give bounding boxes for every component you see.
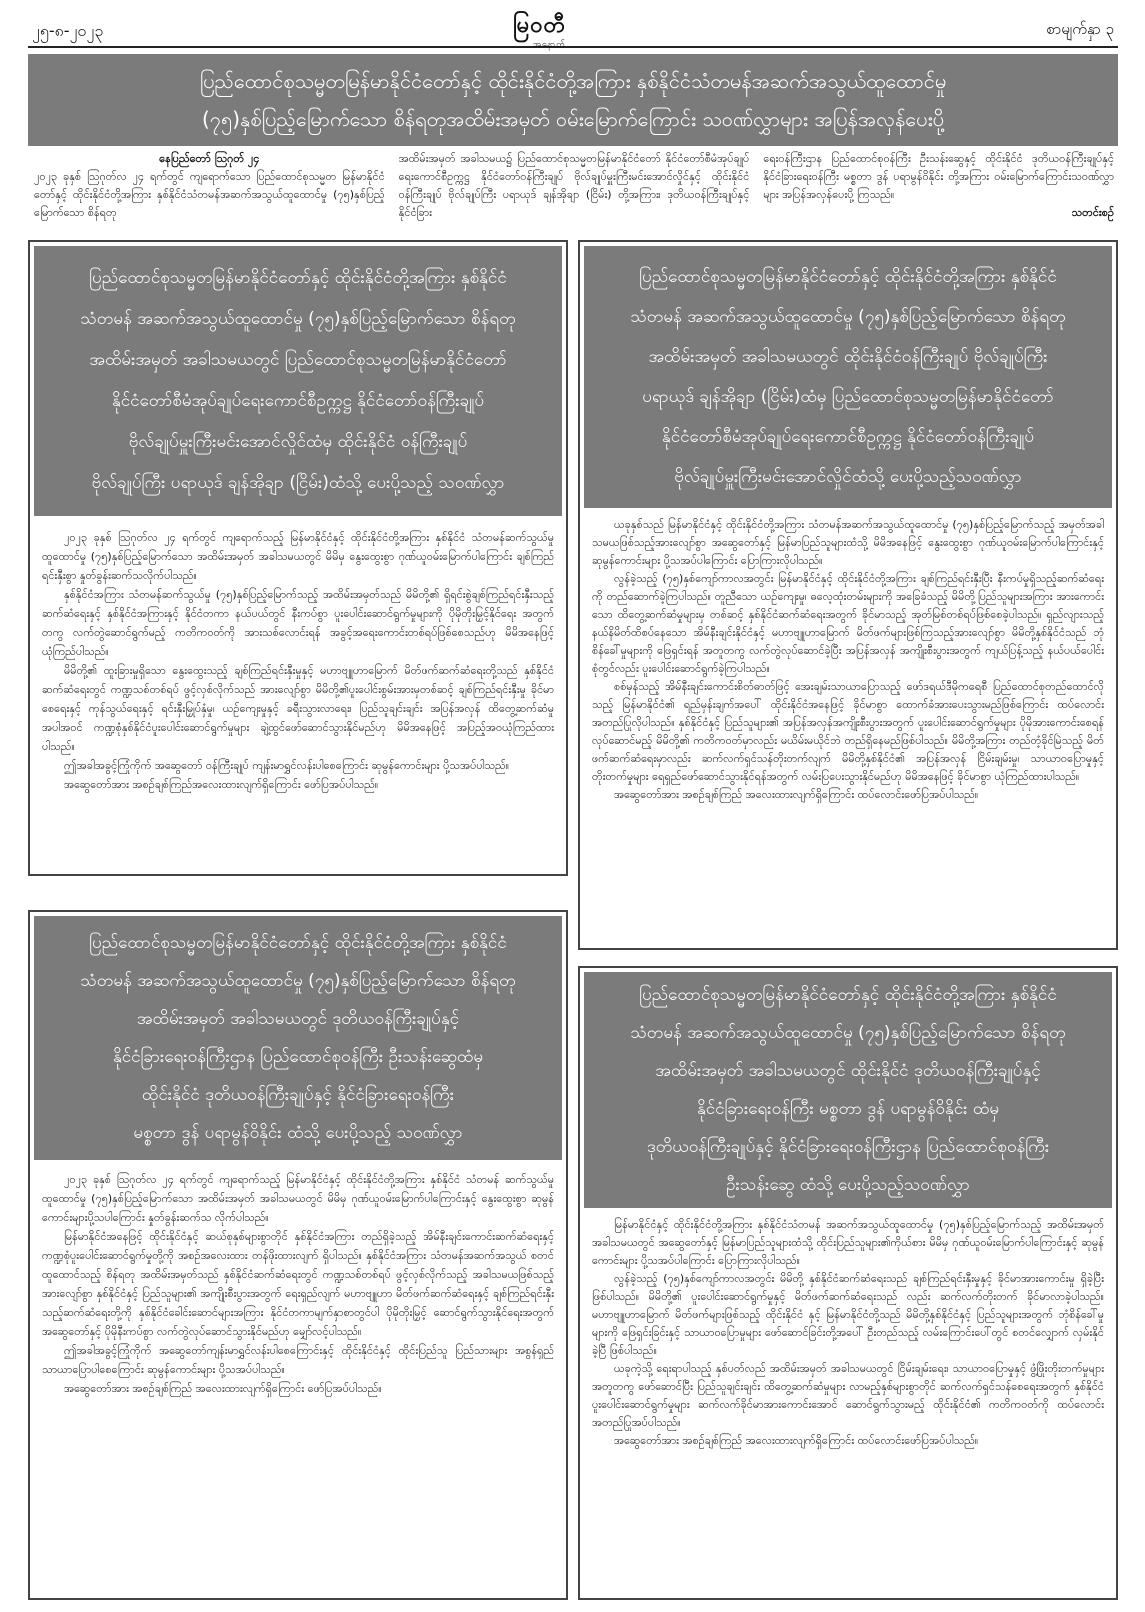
- headline-line: ထိုင်းနိုင်ငံ ဒုတိယဝန်ကြီးချုပ်နှင့် နိုင်ငံခြားရေးဝန်ကြီး: [141, 1085, 455, 1105]
- headline-line: နိုင်ငံခြားရေးဝန်ကြီး မစ္စတာ ဒွန် ပရာမွန်ဝိနိုင်း ထံမှ: [696, 1099, 1000, 1119]
- paragraph: ယခုနှစ်သည် မြန်မာနိုင်ငံနှင့် ထိုင်းနိုင်ငံတို့အကြား သံတမန်အဆက်အသွယ်ထူထောင်မှု (၇၅)နှစ်ပြည့်မြောက်သည့် အမှတ်အခါသမယဖြစ်သည့်အားလျော်စွာ အဆွေတော်နှင့် မြန်မာပြည်သူများထံသို့ မိမိအနေဖြင့် နွေးထွေးစွာ ဂုဏ်ယူဝမ်းမြောက်ပါကြောင်းနှင့် ဆုမွန်ကောင်းများ ပို့သအပ်ပါကြောင်း ပြောကြားလိုပါသည်။: [592, 518, 1104, 567]
- column-text: ၂၀၂၃ ခုနှစ် ဩဂုတ်လ ၂၄ ရက်တွင် ကျရောက်သော ပြည်ထောင်စုသမ္မတ မြန်မာနိုင်ငံတော်နှင့် ထိုင်းနိုင်ငံတို့အကြား နှစ်နိုင်ငံသံတမန်အဆက်အသွယ်ထူထောင်မှု (၇၅)နှစ်ပြည့်မြောက်သော စိန်ရတု: [34, 170, 385, 219]
- headline-line: ဗိုလ်ချုပ်မှူးကြီးမင်းအောင်လှိုင်ထံသို့ ပေးပို့သည့်သဝဏ်လွှာ: [674, 467, 1022, 487]
- dateline: နေပြည်တော် ဩဂုတ် ၂၄: [159, 152, 260, 165]
- paragraph: ၂၀၂၃ ခုနှစ် ဩဂုတ်လ ၂၄ ရက်တွင် ကျရောက်သည့် မြန်မာနိုင်ငံနှင့် ထိုင်းနိုင်ငံတို့အကြား နှစ်နိုင်ငံ သံတမန် ဆက်သွယ်မှုထူထောင်မှု (၇၅)နှစ်ပြည့်မြောက်သော အထိမ်းအမှတ် အခါသမယတွင် မိမိမှ ဂုဏ်ယူဝမ်းမြောက်ပါကြောင်းနှင့် နွေးထွေးစွာ ဆုမွန်ကောင်းများပို့သပါကြောင်း နှုတ်ခွန်းဆက်သ လိုက်ပါသည်။: [42, 1173, 554, 1224]
- paragraph: အဆွေတော်အား အစဉ်ချစ်ကြည်အလေးထားလျက်ရှိကြောင်း ဖော်ပြအပ်ပါသည်။: [64, 778, 379, 791]
- headline-line: နိုင်ငံခြားရေးဝန်ကြီးဌာန ပြည်ထောင်စုဝန်ကြီး ဦးသန်းဆွေထံမှ: [112, 1047, 484, 1067]
- issue-date: ၂၅-၈-၂၀၂၃: [32, 21, 104, 40]
- top-article-headline: [28, 54, 1118, 146]
- headline-line: အထိမ်းအမှတ် အခါသမယတွင် ထိုင်းနိုင်ငံ ဒုတိယဝန်ကြီးချုပ်နှင့်: [655, 1061, 1041, 1081]
- paragraph: ယခုကဲ့သို့ ရေးရာပါသည့် နှစ်ပတ်လည် အထိမ်းအမှတ် အခါသမယတွင် ငြိမ်းချမ်းရေး၊ သာယာဝပြောမှုနှင့် ဖွံ့ဖြိုးတိုးတက်မှုများ အတူတကွ ဖော်ဆောင်ပြီး ပြည်သူချင်းချင်း ထိတွေ့ဆက်ဆံမှုများ လာမည့်နှစ်များစွာတိုင် ဆက်လက်ရှင်သန်စေရေးအတွက် နှစ်နိုင်ငံ ပူးပေါင်းဆောင်ရွက်မှုများ ဆက်လက်ခိုင်မာအားကောင်းအောင် ဆောင်ရွက်သွားမည့် ထိုင်းနိုင်ငံ၏ ကတိကဝတ်ကို ထပ်လောင်း အတည်ပြုအပ်ပါသည်။: [592, 1362, 1104, 1429]
- paragraph: ဤအခါအခွင့်ကြုံကိုက် အဆွေတော်ကျန်းမာရွှင်လန်းပါစေကြောင်းနှင့် ထိုင်းနိုင်ငံနှင့် ထိုင်းပြည်သူ ပြည်သားများ အစွန်ရှည်သာယာပြောပါစေကြောင်း ဆုမွန်ကောင်းများ ပို့သအပ်ပါသည်။: [42, 1344, 554, 1376]
- column-text: အထိမ်းအမှတ် အခါသမယ၌ ပြည်ထောင်စုသမ္မတမြန်မာနိုင်ငံတော် နိုင်ငံတော်စီမံအုပ်ချုပ်ရေးကောင်စီဥက္ကဋ္ဌ နိုင်ငံတော်ဝန်ကြီးချုပ် ဗိုလ်ချုပ်မှူးကြီးမင်းအောင်လှိုင်နှင့် ထိုင်းနိုင်ငံဝန်ကြီးချုပ် ဗိုလ်ချုပ်ကြီး ပရာယုဒ် ချန်အိုချာ (ငြိမ်း) တို့အကြား၊ ဒုတိယဝန်ကြီးချုပ်နှင့် နိုင်ငံခြား: [398, 152, 750, 219]
- paragraph: ၂၀၂၃ ခုနှစ် ဩဂုတ်လ ၂၄ ရက်တွင် ကျရောက်သည့် မြန်မာနိုင်ငံနှင့် ထိုင်းနိုင်ငံတို့အကြား နှစ်နိုင်ငံ သံတမန်ဆက်သွယ်မှုထူထောင်မှု (၇၅)နှစ်ပြည့်မြောက်သော အထိမ်းအမှတ် အခါသမယတွင် မိမိမှ နွေးထွေးစွာ ဂုဏ်ယူဝမ်းမြောက်ပါကြောင်း ချစ်ကြည်ရင်းနှီးစွာ နှုတ်ခွန်းဆက်သလိုက်ပါသည်။: [42, 531, 554, 582]
- article-right-top-body: [592, 516, 1104, 944]
- headline-line: ဒုတိယဝန်ကြီးချုပ်နှင့် နိုင်ငံခြားရေးဝန်ကြီးဌာန ပြည်ထောင်စုဝန်ကြီး: [646, 1137, 1050, 1157]
- headline-line: ပရာယုဒ် ချန်အိုချာ (ငြိမ်း)ထံမှ ပြည်ထောင်စုသမ္မတမြန်မာနိုင်ငံတော်: [642, 387, 1054, 407]
- headline-line: နိုင်ငံတော်စီမံအုပ်ချုပ်ရေးကောင်စီဥက္ကဋ္ဌ နိုင်ငံတော်ဝန်ကြီးချုပ်: [661, 427, 1035, 447]
- headline-line: ဗိုလ်ချုပ်ကြီး ပရာယုဒ် ချန်အိုချာ (ငြိမ်း)ထံသို့ ပေးပို့သည့် သဝဏ်လွှာ: [91, 473, 505, 493]
- paragraph: မိမိတို့၏ ထူးခြားမှုရှိသော နွေးထွေးသည့် ချစ်ကြည်ရင်းနှီးမှုနှင့် မဟာဗျူဟာမြောက် မိတ်ဖက်ဆက်ဆံရေးတို့သည် နှစ်နိုင်ငံဆက်ဆံရေးတွင် ကဏ္ဍသစ်တစ်ရပ် ဖွင့်လှစ်လိုက်သည် အားလျော်စွာ မိမိတို့၏ပူးပေါင်းစွမ်းအားမှတစ်ဆင့် ချစ်ကြည်ရင်းနှီးမှု ခိုင်မာစေရေးနှင့် ကုန်သွယ်ရေးနှင့် ရင်းနှီးမြှုပ်နှံမှု၊ ယဉ်ကျေးမှုနှင့် ခရီးသွားလာရေး၊ ပြည်သူချင်းချင်း အပြန်အလှန် ထိတွေ့ဆက်ဆံမှု အပါအဝင် ကဏ္ဍစုံနှစ်နိုင်ငံပူးပေါင်းဆောင်ရွက်မှုများ ချဲ့ထွင်ဖော်ဆောင်သွားနိုင်မည်ဟု မိမိအနေဖြင့် အပြည့်အဝယုံကြည်ထားပါသည်။: [42, 664, 554, 753]
- headline-line: သံတမန် အဆက်အသွယ်ထူထောင်မှု (၇၅)နှစ်ပြည့်မြောက်သော စိန်ရတု: [630, 307, 1066, 327]
- paragraph: နှစ်နိုင်ငံအကြား သံတမန်ဆက်သွယ်မှု (၇၅)နှစ်ပြည့်မြောက်သည့် အထိမ်းအမှတ်သည် မိမိတို့၏ ရှိရင်းစွဲချစ်ကြည်ရင်းနှီးသည့် ဆက်ဆံရေးနှင့် နှစ်နိုင်ငံအကြားနှင့် နိုင်ငံတကာ နယ်ပယ်တွင် နီးကပ်စွာ ပူးပေါင်းဆောင်ရွက်မှုများကို ပိုမိုတိုးမြှင့်နိုင်ရေး အတွက်တကွ လက်တွဲဆောင်ရွက်မည့် ကတိကဝတ်ကို အားသစ်လောင်းရန် အခွင့်အရေးကောင်းတစ်ရပ်ဖြစ်စေသည်ဟု မိမိအနေဖြင့် ယုံကြည်ပါသည်။: [42, 588, 554, 658]
- page-header: [28, 10, 1118, 48]
- article-left-top-headline: [34, 246, 562, 516]
- headline-line: သံတမန် အဆက်အသွယ်ထူထောင်မှု (၇၅)နှစ်ပြည့်မြောက်သော စိန်ရတု: [80, 309, 516, 329]
- headline-line: ပြည်ထောင်စုသမ္မတမြန်မာနိုင်ငံတော်နှင့် ထိုင်းနိုင်ငံတို့အကြား နှစ်နိုင်ငံ: [89, 933, 507, 953]
- paragraph: စစ်မှန်သည့် အိမ်နီးချင်းကောင်းစိတ်ဓာတ်ဖြင့် အေးချမ်းသာယာပြောသည့် ဖော်ဒရယ်ဒီမိုကရေစီ ပြည်ထောင်စုတည်ထောင်လိုသည့် မြန်မာနိုင်ငံ၏ ရည်မှန်းချက်အပေါ် ထိုင်းနိုင်ငံအနေဖြင့် ခိုင်မာစွာ ထောက်ခံအားပေးသွားမည်ဖြစ်ကြောင်း ထပ်လောင်းအတည်ပြုလိုပါသည်။ နှစ်နိုင်ငံနှင့် ပြည်သူများ၏ အပြန်အလှန်အကျိုးစီးပွားအတွက် ပူးပေါင်းဆောင်ရွက်မှုများ ပိုမိုအားကောင်းစေရန် လုပ်ဆောင်မည့် မိမိတို့၏ ကတိကဝတ်မှာလည်း မယိမ်းမယိုင်ဘဲ တည်ရှိနေမည်ဖြစ်ပါသည်။ မိမိတို့အကြား တည်တံ့ခိုင်မြဲသည့် မိတ်ဖက်ဆက်ဆံရေးမှာလည်း ဆက်လက်ရှင်သန်တိုးတက်လျက် မိမိတို့နှစ်နိုင်ငံ၏ အပြန်အလှန် ငြိမ်းချမ်းမှု၊ သာယာဝပြောမှုနှင့် တိုးတက်မှုများ ရေရှည်ဖော်ဆောင်သွားနိုင်ရန်အတွက် လမ်းပြပေးသွားနိုင်မည်ဟု မိမိအနေဖြင့် ခိုင်မာစွာ ယုံကြည်ထားပါသည်။: [592, 680, 1104, 783]
- masthead-title: မြဝတီ: [513, 13, 567, 38]
- article-left-bottom-body: [42, 1170, 554, 1592]
- top-article-body: [34, 150, 1114, 228]
- paragraph: အဆွေတော်အား အစဉ်ချစ်ကြည် အလေးထားလျက်ရှိကြောင်း ထပ်လောင်းဖော်ပြအပ်ပါသည်။: [614, 1434, 979, 1447]
- headline-line: ပြည်ထောင်စုသမ္မတမြန်မာနိုင်ငံတော်နှင့် ထိုင်းနိုင်ငံတို့အကြား နှစ်နိုင်ငံ: [639, 985, 1057, 1005]
- paragraph: လွန်ခဲ့သည့် (၇၅)နှစ်ကျော်ကာလအတွင်း မြန်မာနိုင်ငံနှင့် ထိုင်းနိုင်ငံတို့အကြား ချစ်ကြည်ရင်းနှီးပြီး နီးကပ်မှုရှိသည့်ဆက်ဆံရေးကို တည်ဆောက်ခဲ့ကြပါသည်။ တူညီသော ယဉ်ကျေးမှု၊ ဓလေ့ထုံးတမ်းများကို အခြေခံသည့် မိမိတို့ပြည်သူများအကြား အားကောင်းသော ထိတွေ့ဆက်ဆံမှုများမှ တစ်ဆင့် နှစ်နိုင်ငံဆက်ဆံရေးအတွက် ခိုင်မာသည့် အုတ်မြစ်တစ်ရပ်ဖြစ်စေခဲ့ပါသည်။ ရှည်လျားသည့် နယ်နိမိတ်ထိစပ်နေသော အိမ်နီးချင်းနိုင်ငံနှင့် မဟာဗျူဟာမြောက် မိတ်ဖက်များဖြစ်ကြသည့်အားလျော်စွာ မိမိတို့နှစ်နိုင်ငံသည် ဘုံစိန်ခေါ်မှုများကို ဖြေရှင်းရန် အတူတကွ လက်တွဲလုပ်ဆောင်ခဲ့ပြီး အပြန်အလှန် အကျိုးစီးပွားအတွက် ကျယ်ပြန့်သည့် နယ်ပယ်ပေါင်းစုံတွင်လည်း ပူးပေါင်းဆောင်ရွက်ခဲ့ကြပါသည်။: [592, 572, 1104, 675]
- headline-line: အထိမ်းအမှတ် အခါသမယတွင် ထိုင်းနိုင်ငံဝန်ကြီးချုပ် ဗိုလ်ချုပ်ကြီး: [648, 347, 1048, 367]
- paragraph: အဆွေတော်အား အစဉ်ချစ်ကြည် အလေးထားလျက်ရှိကြောင်း ထပ်လောင်းဖော်ပြအပ်ပါသည်။: [614, 788, 979, 801]
- headline-line: သံတမန် အဆက်အသွယ်ထူထောင်မှု (၇၅)နှစ်ပြည့်မြောက်သော စိန်ရတု: [80, 971, 516, 991]
- masthead-logo: [513, 10, 566, 52]
- headline-line: ပြည်ထောင်စုသမ္မတမြန်မာနိုင်ငံတော်နှင့် ထိုင်းနိုင်ငံတို့အကြား နှစ်နိုင်ငံသံတမန်အဆက်အသွယ်ထူထောင်မှု: [199, 69, 947, 93]
- article-right-top-headline: [584, 246, 1112, 508]
- paragraph: မြန်မာနိုင်ငံနှင့် ထိုင်းနိုင်ငံတို့အကြား နှစ်နိုင်ငံသံတမန် အဆက်အသွယ်ထူထောင်မှု (၇၅)နှစ်ပြည့်မြောက်သည့် အထိမ်းအမှတ်အခါသမယတွင် အဆွေတော်နှင့် မြန်မာပြည်သူများထံသို့ ထိုင်းပြည်သူများ၏ကိုယ်စား မိမိမှ ဂုဏ်ယူဝမ်းမြောက်ပါကြောင်းနှင့် ဆုမွန်ကောင်းများ ပို့သအပ်ပါကြောင်း ပြောကြားလိုပါသည်။: [592, 1218, 1104, 1267]
- top-article-column-2: [399, 150, 750, 228]
- byline: သတင်းစဉ်: [1071, 206, 1115, 219]
- page-number: စာမျက်နှာ ၃: [1046, 20, 1114, 38]
- article-right-bottom-body: [592, 1216, 1104, 1594]
- top-article-column-1: [34, 150, 385, 228]
- paragraph: လွန်ခဲ့သည့် (၇၅)နှစ်ကျော်ကာလအတွင်း မိမိတို့ နှစ်နိုင်ငံဆက်ဆံရေးသည် ချစ်ကြည်ရင်းနှီးမှုနှင့် ခိုင်မာအားကောင်းမှု ရှိခဲ့ပြီးဖြစ်ပါသည်။ မိမိတို့၏ ပူးပေါင်းဆောင်ရွက်မှုနှင့် မိတ်ဖက်ဆက်ဆံရေးသည် လည်း ဆက်လက်တိုးတက် ခိုင်မာလာခဲ့ပါသည်။ မဟာဗျူဟာမြောက် မိတ်ဖက်များဖြစ်သည့် ထိုင်းနိုင်ငံ နှင့် မြန်မာနိုင်ငံတို့သည် မိမိတို့နှစ်နိုင်ငံနှင့် ပြည်သူများအတွက် ဘုံစိန်ခေါ်မှုများကို ဖြေရှင်းခြင်းနှင့် သာယာဝပြောမှုများ ဖော်ဆောင်ခြင်းတို့အပေါ် ဦးတည်သည့် လမ်းကြောင်းပေါ်တွင် စတင်လျှောက် လှမ်းနိုင်ခဲ့ပြီ ဖြစ်ပါသည်။: [592, 1272, 1104, 1357]
- headline-line: (၇၅)နှစ်ပြည့်မြောက်သော စိန်ရတုအထိမ်းအမှတ် ဝမ်းမြောက်ကြောင်း သဝဏ်လွှာများ အပြန်အလှန်ပေးပို့: [201, 107, 945, 131]
- headline-line: ပြည်ထောင်စုသမ္မတမြန်မာနိုင်ငံတော်နှင့် ထိုင်းနိုင်ငံတို့အကြား နှစ်နိုင်ငံ: [639, 267, 1057, 287]
- top-article-column-3: [763, 150, 1114, 228]
- headline-line: ဗိုလ်ချုပ်မှူးကြီးမင်းအောင်လှိုင်ထံမှ ထိုင်းနိုင်ငံ ဝန်ကြီးချုပ်: [128, 432, 468, 452]
- masthead-subtitle: အနောက်: [532, 40, 567, 50]
- paragraph: မြန်မာနိုင်ငံအနေဖြင့် ထိုင်းနိုင်ငံနှင့် ဆယ်စုနှစ်များစွာတိုင် နှစ်နိုင်ငံအကြား တည်ရှိခဲ့သည့် အိမ်နီးချင်းကောင်းဆက်ဆံရေးနှင့် ကဏ္ဍစုံပူးပေါင်းဆောင်ရွက်မှုတို့ကို အစဉ်အလေးထား တန်ဖိုးထားလျက် ရှိပါသည်။ နှစ်နိုင်ငံအကြား သံတမန်အဆက်အသွယ် စတင်ထူထောင်သည့် စိန်ရတု အထိမ်းအမှတ်သည် နှစ်နိုင်ငံဆက်ဆံရေးတွင် ကဏ္ဍသစ်တစ်ရပ် ဖွင့်လှစ်လိုက်သည့် အခါသမယဖြစ်သည့်အားလျော်စွာ နှစ်နိုင်ငံနှင့် ပြည်သူများ၏ အကျိုးစီးပွားအတွက် ရေးရှည်လျက် မဟာဗျူဟာ မိတ်ဖက်ဆက်ဆံရေးနှင့် ချစ်ကြည်ရင်းနှီးသည့်ဆက်ဆံရေးတို့ကို နှစ်နိုင်ငံခေါင်းဆောင်များအကြား နိုင်ငံတကာမျက်နှာစာတွင်ပါ ပိုမိုတိုးမြှင့် ဆောင်ရွက်သွားနိုင်ရေးအတွက် အဆွေတော်နှင့် ပိုမိုနီးကပ်စွာ လက်တွဲလုပ်ဆောင်သွားနိုင်မည်ဟု မျှော်လင့်ပါသည်။: [42, 1230, 554, 1338]
- article-left-top-body: [42, 528, 554, 870]
- headline-line: ဦးသန်းဆွေ ထံသို့ ပေးပို့သည့်သဝဏ်လွှာ: [726, 1175, 970, 1195]
- article-left-bottom-headline: [34, 916, 562, 1160]
- headline-line: မစ္စတာ ဒွန် ပရာမွန်ဝိနိုင်း ထံသို့ ပေးပို့သည့် သဝဏ်လွှာ: [133, 1123, 463, 1143]
- headline-line: သံတမန် အဆက်အသွယ်ထူထောင်မှု (၇၅)နှစ်ပြည့်မြောက်သော စိန်ရတု: [630, 1023, 1066, 1043]
- headline-line: အထိမ်းအမှတ် အခါသမယတွင် ဒုတိယဝန်ကြီးချုပ်နှင့်: [136, 1009, 460, 1029]
- column-text: ရေးဝန်ကြီးဌာန ပြည်ထောင်စုဝန်ကြီး ဦးသန်းဆွေနှင့် ထိုင်းနိုင်ငံ ဒုတိယဝန်ကြီးချုပ်နှင့် နိုင်ငံခြားရေးဝန်ကြီး မစ္စတာ ဒွန် ပရာမွန်ဝိနိုင်း တို့အကြား ဝမ်းမြောက်ကြောင်းသဝဏ်လွှာများ အပြန်အလှန်ပေးပို့ ကြသည်။: [763, 152, 1115, 201]
- headline-line: ပြည်ထောင်စုသမ္မတမြန်မာနိုင်ငံတော်နှင့် ထိုင်းနိုင်ငံတို့အကြား နှစ်နိုင်ငံ: [89, 268, 507, 288]
- paragraph: ဤအခါအခွင့်ကြုံကိုက် အဆွေတော် ဝန်ကြီးချုပ် ကျန်းမာရွှင်လန်းပါစေကြောင်း ဆုမွန်ကောင်းများ ပို့သအပ်ပါသည်။: [64, 759, 510, 772]
- paragraph: အဆွေတော်အား အစဉ်ချစ်ကြည် အလေးထားလျက်ရှိကြောင်း ဖော်ပြအပ်ပါသည်။: [64, 1382, 382, 1395]
- article-right-bottom-headline: [584, 972, 1112, 1208]
- headline-line: အထိမ်းအမှတ် အခါသမယတွင် ပြည်ထောင်စုသမ္မတမြန်မာနိုင်ငံတော်: [89, 350, 507, 370]
- headline-line: နိုင်ငံတော်စီမံအုပ်ချုပ်ရေးကောင်စီဥက္ကဋ္ဌ နိုင်ငံတော်ဝန်ကြီးချုပ်: [111, 391, 485, 411]
